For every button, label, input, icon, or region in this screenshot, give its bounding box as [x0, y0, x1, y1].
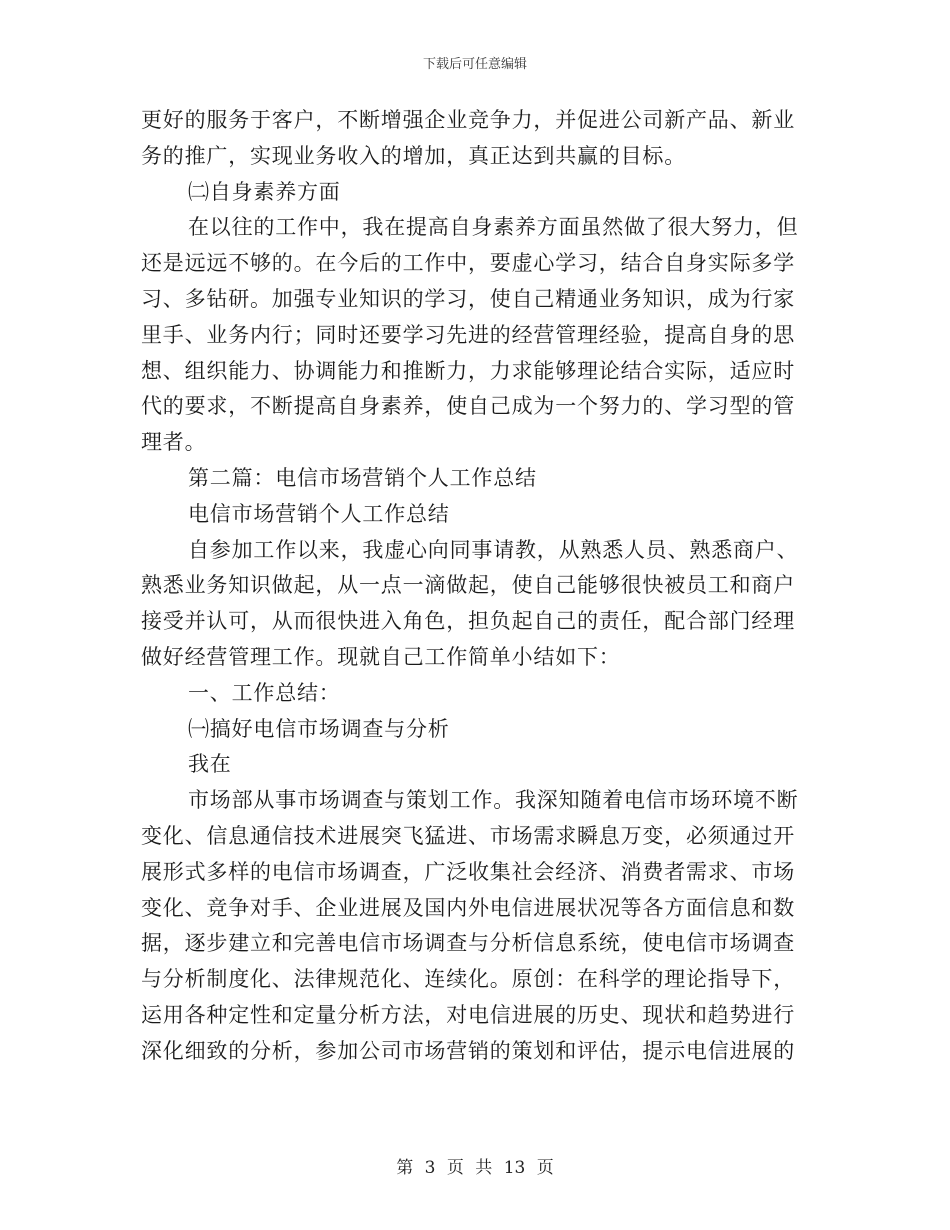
text-line: 深化细致的分析，参加公司市场营销的策划和评估，提示电信进展的	[141, 1038, 795, 1063]
text-line: 运用各种定性和定量分析方法，对电信进展的历史、现状和趋势进行	[141, 1002, 795, 1027]
text-line: 变化、竞争对手、企业进展及国内外电信进展状况等各方面信息和数	[141, 895, 795, 920]
text-line: 与分析制度化、法律规范化、连续化。原创：在科学的理论指导下，	[141, 967, 795, 992]
text-line: 里手、业务内行；同时还要学习先进的经营管理经验，提高自身的思	[141, 322, 795, 347]
text-line: 理者。	[141, 430, 207, 455]
text-line: 更好的服务于客户，不断增强企业竞争力，并促进公司新产品、新业	[141, 108, 795, 132]
page-footer: 第 3 页 共 13 页	[396, 1158, 554, 1178]
section-heading: 一、工作总结：	[188, 680, 341, 705]
section-heading: ㈡自身素养方面	[188, 179, 341, 204]
text-line: 想、组织能力、协调能力和推断力，力求能够理论结合实际，适应时	[141, 358, 795, 383]
text-line: 我在	[188, 752, 232, 777]
text-line: 在以往的工作中，我在提高自身素养方面虽然做了很大努力，但	[188, 215, 799, 240]
text-line: 务的推广，实现业务收入的增加，真正达到共赢的目标。	[141, 143, 686, 168]
text-line: 接受并认可，从而很快进入角色，担负起自己的责任，配合部门经理	[141, 609, 795, 634]
text-line: 熟悉业务知识做起，从一点一滴做起，使自己能够很快被员工和商户	[141, 573, 795, 598]
text-line: 市场部从事市场调查与策划工作。我深知随着电信市场环境不断	[188, 788, 799, 813]
text-line: 习、多钻研。加强专业知识的学习，使自己精通业务知识，成为行家	[141, 286, 795, 311]
text-line: 自参加工作以来，我虚心向同事请教，从熟悉人员、熟悉商户、	[188, 537, 799, 562]
text-line: 做好经营管理工作。现就自己工作简单小结如下：	[141, 644, 621, 669]
section-heading: ㈠搞好电信市场调查与分析	[188, 716, 450, 741]
text-line: 代的要求，不断提高自身素养，使自己成为一个努力的、学习型的管	[141, 394, 795, 419]
page-header: 下载后可任意编辑	[422, 57, 527, 72]
chapter-title: 第二篇：电信市场营销个人工作总结	[188, 465, 537, 490]
text-line: 变化、信息通信技术进展突飞猛进、市场需求瞬息万变，必须通过开	[141, 823, 795, 848]
document-body	[141, 103, 821, 1070]
text-line: 展形式多样的电信市场调查，广泛收集社会经济、消费者需求、市场	[141, 859, 795, 884]
text-line: 据，逐步建立和完善电信市场调查与分析信息系统，使电信市场调查	[141, 931, 795, 956]
text-line: 还是远远不够的。在今后的工作中，要虚心学习，结合自身实际多学	[141, 251, 795, 276]
article-title: 电信市场营销个人工作总结	[188, 501, 450, 526]
